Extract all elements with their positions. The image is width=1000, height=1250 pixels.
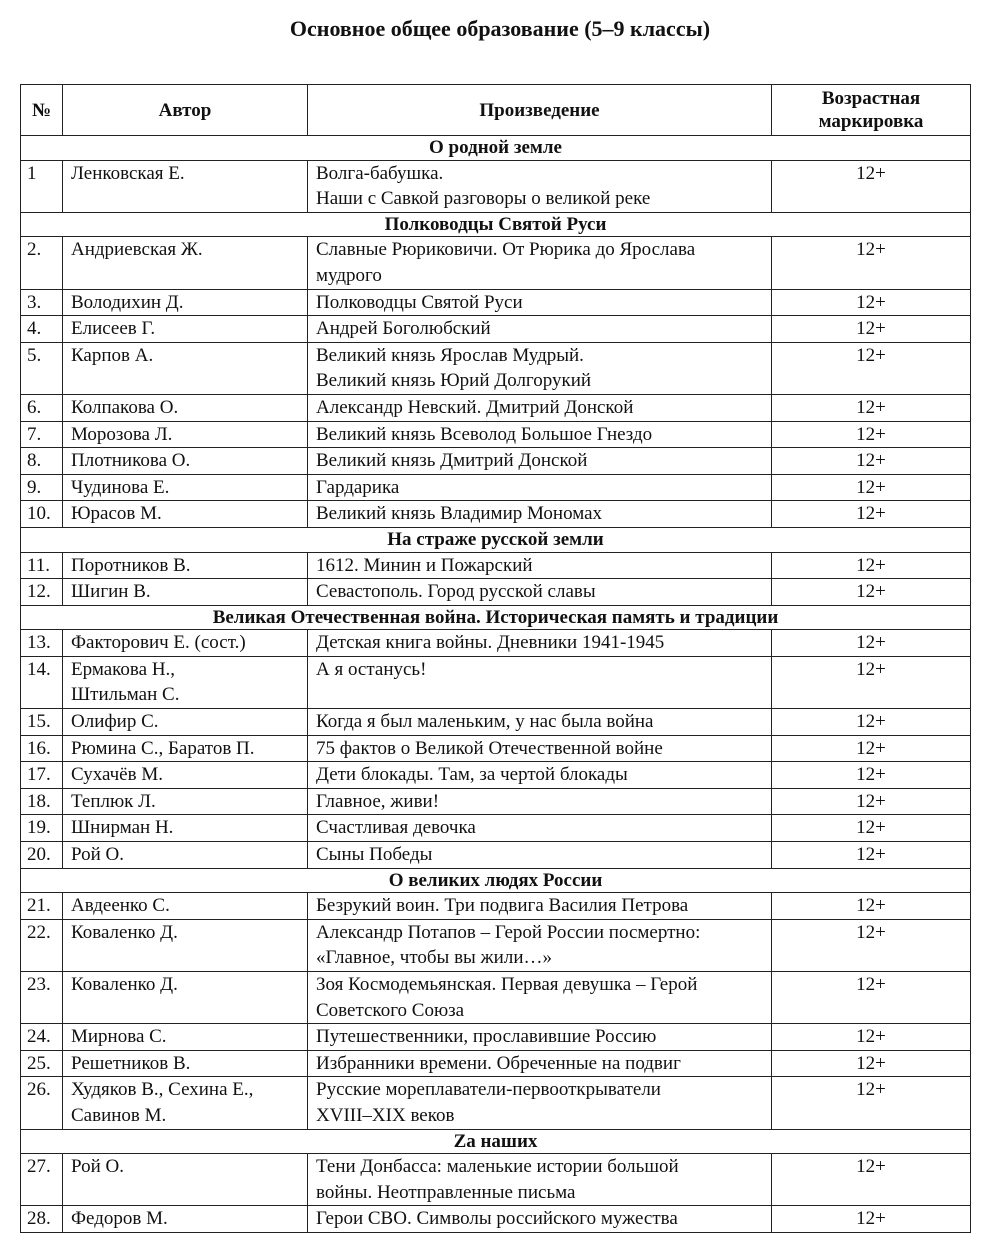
row-age-rating: 12+ — [772, 842, 971, 869]
row-number: 16. — [21, 735, 63, 762]
row-number: 13. — [21, 630, 63, 657]
row-number: 8. — [21, 448, 63, 475]
work-line: А я останусь! — [316, 658, 427, 680]
work-line: Счастливая девочка — [316, 817, 476, 839]
row-work — [308, 1050, 772, 1077]
author-line: Рой О. — [71, 844, 124, 866]
row-age-rating: 12+ — [772, 1206, 971, 1233]
row-number: 23. — [21, 972, 63, 1024]
table-row — [21, 501, 971, 528]
work-line: Волга-бабушка. — [316, 162, 444, 184]
row-number: 26. — [21, 1077, 63, 1129]
row-author — [63, 316, 308, 343]
work-line: Главное, живи! — [316, 790, 440, 812]
row-age-rating: 12+ — [772, 1024, 971, 1051]
header-author: Автор — [63, 85, 308, 136]
row-author — [63, 972, 308, 1024]
table-row — [21, 1077, 971, 1129]
work-line: Когда я был маленьким, у нас была война — [316, 711, 654, 733]
table-row — [21, 735, 971, 762]
row-number: 14. — [21, 656, 63, 708]
table-row — [21, 1154, 971, 1206]
work-line: Путешественники, прославившие Россию — [316, 1026, 657, 1048]
table-row — [21, 893, 971, 920]
table-body — [21, 136, 971, 1233]
work-line: Великий князь Дмитрий Донской — [316, 450, 588, 472]
work-line: Советского Союза — [316, 999, 465, 1021]
row-author — [63, 1050, 308, 1077]
row-author — [63, 289, 308, 316]
author-line: Сухачёв М. — [71, 764, 163, 786]
author-line: Поротников В. — [71, 554, 191, 576]
author-line: Ермакова Н., — [71, 658, 176, 680]
author-line: Карпов А. — [71, 344, 154, 366]
row-work — [308, 630, 772, 657]
section-row — [21, 212, 971, 237]
row-work — [308, 1154, 772, 1206]
row-age-rating: 12+ — [772, 316, 971, 343]
work-line: Славные Рюриковичи. От Рюрика до Ярослава — [316, 239, 696, 261]
row-age-rating: 12+ — [772, 552, 971, 579]
author-line: Рой О. — [71, 1156, 124, 1178]
row-number: 11. — [21, 552, 63, 579]
row-work — [308, 656, 772, 708]
header-work: Произведение — [308, 85, 772, 136]
table-row — [21, 1024, 971, 1051]
table-row — [21, 842, 971, 869]
row-author — [63, 1077, 308, 1129]
table-row — [21, 552, 971, 579]
author-line: Савинов М. — [71, 1104, 167, 1126]
author-line: Колпакова О. — [71, 396, 179, 418]
work-line: Наши с Савкой разговоры о великой реке — [316, 188, 651, 210]
row-work — [308, 893, 772, 920]
section-row — [21, 136, 971, 161]
row-author — [63, 160, 308, 212]
row-age-rating: 12+ — [772, 448, 971, 475]
row-number: 7. — [21, 421, 63, 448]
section-title: Великая Отечественная война. Историческая память и традиции — [21, 605, 971, 630]
row-author — [63, 448, 308, 475]
row-number: 20. — [21, 842, 63, 869]
table-row — [21, 919, 971, 971]
author-line: Рюмина С., Баратов П. — [71, 737, 255, 759]
row-age-rating: 12+ — [772, 1050, 971, 1077]
row-number: 22. — [21, 919, 63, 971]
work-line: XVIII–XIX веков — [316, 1104, 455, 1126]
row-author — [63, 709, 308, 736]
row-work — [308, 501, 772, 528]
work-line: Александр Потапов – Герой России посмертно: — [316, 921, 701, 943]
row-age-rating: 12+ — [772, 630, 971, 657]
row-age-rating: 12+ — [772, 342, 971, 394]
table-row — [21, 762, 971, 789]
header-age-label: Возрастная маркировка — [818, 88, 924, 132]
work-line: Избранники времени. Обреченные на подвиг — [316, 1052, 681, 1074]
work-line: Тени Донбасса: маленькие истории большой — [316, 1156, 679, 1178]
section-title: Zа наших — [21, 1129, 971, 1154]
row-number: 15. — [21, 709, 63, 736]
table-row — [21, 815, 971, 842]
work-line: Великий князь Ярослав Мудрый. — [316, 344, 584, 366]
work-line: Александр Невский. Дмитрий Донской — [316, 396, 634, 418]
page-title: Основное общее образование (5–9 классы) — [289, 16, 711, 41]
row-author — [63, 421, 308, 448]
row-age-rating: 12+ — [772, 1077, 971, 1129]
work-line: Детская книга войны. Дневники 1941-1945 — [316, 632, 665, 654]
row-number: 4. — [21, 316, 63, 343]
row-work — [308, 316, 772, 343]
row-author — [63, 656, 308, 708]
table-row — [21, 160, 971, 212]
work-line: Сыны Победы — [316, 844, 433, 866]
author-line: Плотникова О. — [71, 450, 191, 472]
row-work — [308, 919, 772, 971]
author-line: Морозова Л. — [71, 423, 173, 445]
row-author — [63, 394, 308, 421]
row-author — [63, 1024, 308, 1051]
row-author — [63, 630, 308, 657]
table-row — [21, 448, 971, 475]
work-line: Полководцы Святой Руси — [316, 291, 523, 313]
row-work — [308, 1024, 772, 1051]
row-work — [308, 842, 772, 869]
section-row — [21, 527, 971, 552]
row-work — [308, 237, 772, 289]
work-line: 1612. Минин и Пожарский — [316, 554, 533, 576]
row-work — [308, 421, 772, 448]
table-row — [21, 709, 971, 736]
author-line: Коваленко Д. — [71, 921, 178, 943]
row-author — [63, 552, 308, 579]
row-age-rating: 12+ — [772, 474, 971, 501]
table-row — [21, 342, 971, 394]
row-number: 6. — [21, 394, 63, 421]
row-age-rating: 12+ — [772, 237, 971, 289]
work-line: Андрей Боголюбский — [316, 318, 491, 340]
work-line: Зоя Космодемьянская. Первая девушка – Герой — [316, 974, 698, 995]
row-work — [308, 342, 772, 394]
work-line: Великий князь Владимир Мономах — [316, 503, 603, 525]
author-line: Олифир С. — [71, 711, 159, 733]
row-age-rating: 12+ — [772, 709, 971, 736]
row-author — [63, 893, 308, 920]
header-age — [772, 85, 971, 136]
table-row — [21, 1050, 971, 1077]
row-work — [308, 788, 772, 815]
section-row — [21, 1129, 971, 1154]
row-number: 1 — [21, 160, 63, 212]
row-age-rating: 12+ — [772, 788, 971, 815]
row-author — [63, 735, 308, 762]
row-work — [308, 579, 772, 606]
row-age-rating: 12+ — [772, 972, 971, 1024]
table-row — [21, 1206, 971, 1233]
row-number: 12. — [21, 579, 63, 606]
row-number: 3. — [21, 289, 63, 316]
table-row — [21, 316, 971, 343]
work-line: Великий князь Всеволод Большое Гнездо — [316, 423, 653, 445]
table-row — [21, 656, 971, 708]
row-work — [308, 709, 772, 736]
work-line: «Главное, чтобы вы жили…» — [316, 947, 552, 969]
work-line: Гардарика — [316, 476, 400, 498]
row-number: 9. — [21, 474, 63, 501]
row-age-rating: 12+ — [772, 893, 971, 920]
author-line: Ленковская Е. — [71, 162, 185, 184]
row-author — [63, 1206, 308, 1233]
row-work — [308, 815, 772, 842]
row-number: 2. — [21, 237, 63, 289]
row-number: 18. — [21, 788, 63, 815]
author-line: Чудинова Е. — [71, 476, 170, 498]
section-title: О родной земле — [21, 136, 971, 161]
table-row — [21, 579, 971, 606]
section-title: На страже русской земли — [21, 527, 971, 552]
row-author — [63, 501, 308, 528]
row-number: 19. — [21, 815, 63, 842]
table-row — [21, 630, 971, 657]
row-work — [308, 552, 772, 579]
row-work — [308, 289, 772, 316]
header-num: № — [21, 85, 63, 136]
row-age-rating: 12+ — [772, 735, 971, 762]
row-work — [308, 160, 772, 212]
row-number: 25. — [21, 1050, 63, 1077]
author-line: Андриевская Ж. — [71, 239, 203, 261]
work-line: Русские мореплаватели-первооткрыватели — [316, 1079, 661, 1101]
row-work — [308, 762, 772, 789]
section-row — [21, 868, 971, 893]
row-author — [63, 815, 308, 842]
row-age-rating: 12+ — [772, 394, 971, 421]
row-number: 10. — [21, 501, 63, 528]
row-age-rating: 12+ — [772, 762, 971, 789]
row-author — [63, 842, 308, 869]
row-age-rating: 12+ — [772, 421, 971, 448]
row-work — [308, 394, 772, 421]
row-age-rating: 12+ — [772, 815, 971, 842]
row-age-rating: 12+ — [772, 1154, 971, 1206]
section-title: О великих людях России — [21, 868, 971, 893]
row-age-rating: 12+ — [772, 160, 971, 212]
row-author — [63, 237, 308, 289]
row-number: 21. — [21, 893, 63, 920]
table-row — [21, 788, 971, 815]
section-row — [21, 605, 971, 630]
row-work — [308, 1206, 772, 1233]
row-number: 24. — [21, 1024, 63, 1051]
author-line: Решетников В. — [71, 1052, 191, 1074]
row-number: 5. — [21, 342, 63, 394]
author-line: Коваленко Д. — [71, 974, 178, 995]
work-line: Дети блокады. Там, за чертой блокады — [316, 764, 628, 786]
work-line: Севастополь. Город русской славы — [316, 581, 596, 603]
author-line: Юрасов М. — [71, 503, 162, 525]
row-work — [308, 474, 772, 501]
author-line: Штильман С. — [71, 684, 180, 706]
work-line: Великий князь Юрий Долгорукий — [316, 370, 592, 392]
author-line: Шнирман Н. — [71, 817, 174, 839]
row-author — [63, 919, 308, 971]
row-work — [308, 735, 772, 762]
work-line: 75 фактов о Великой Отечественной войне — [316, 737, 663, 759]
author-line: Авдеенко С. — [71, 895, 170, 917]
row-author — [63, 474, 308, 501]
author-line: Теплюк Л. — [71, 790, 156, 812]
row-number: 27. — [21, 1154, 63, 1206]
work-line: Безрукий воин. Три подвига Василия Петрова — [316, 895, 689, 917]
author-line: Елисеев Г. — [71, 318, 156, 340]
author-line: Мирнова С. — [71, 1026, 167, 1048]
table-row — [21, 972, 971, 1024]
author-line: Шигин В. — [71, 581, 151, 603]
section-title: Полководцы Святой Руси — [21, 212, 971, 237]
row-work — [308, 448, 772, 475]
table-row — [21, 394, 971, 421]
row-author — [63, 579, 308, 606]
row-author — [63, 762, 308, 789]
table-row — [21, 474, 971, 501]
row-work — [308, 1077, 772, 1129]
row-age-rating: 12+ — [772, 656, 971, 708]
table-row — [21, 421, 971, 448]
work-line: Герои СВО. Символы российского мужества — [316, 1208, 678, 1230]
author-line: Федоров М. — [71, 1208, 168, 1230]
row-number: 17. — [21, 762, 63, 789]
row-work — [308, 972, 772, 1024]
row-age-rating: 12+ — [772, 919, 971, 971]
row-age-rating: 12+ — [772, 579, 971, 606]
author-line: Володихин Д. — [71, 291, 184, 313]
row-author — [63, 342, 308, 394]
work-line: мудрого — [316, 264, 382, 286]
work-line: войны. Неотправленные письма — [316, 1181, 576, 1203]
table-row — [21, 289, 971, 316]
row-author — [63, 788, 308, 815]
author-line: Факторович Е. (сост.) — [71, 632, 246, 654]
row-age-rating: 12+ — [772, 501, 971, 528]
book-list-table — [20, 84, 971, 1233]
row-age-rating: 12+ — [772, 289, 971, 316]
table-header-row — [21, 85, 971, 136]
row-author — [63, 1154, 308, 1206]
table-row — [21, 237, 971, 289]
author-line: Худяков В., Сехина Е., — [71, 1079, 254, 1101]
row-number: 28. — [21, 1206, 63, 1233]
